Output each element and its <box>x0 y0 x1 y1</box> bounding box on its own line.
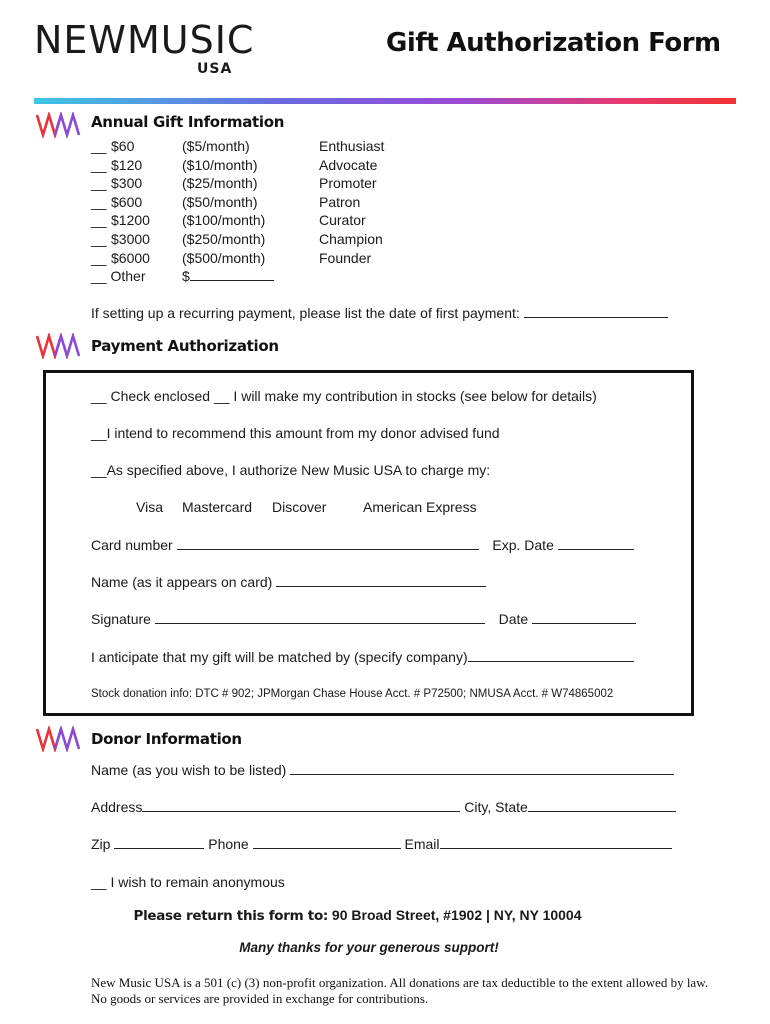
level-amount: $120 <box>111 156 143 173</box>
cardholder-name-row <box>91 574 486 590</box>
section-logo-icon <box>36 726 80 752</box>
page-title: Gift Authorization Form <box>386 28 721 58</box>
level-amount: $1200 <box>111 212 150 229</box>
level-monthly: ($250/month) <box>182 230 266 247</box>
level-amount: $3000 <box>111 230 150 247</box>
date-field[interactable] <box>532 611 636 624</box>
email-label: Email <box>404 836 440 852</box>
logo-sub: USA <box>197 61 233 77</box>
donor-fund-line[interactable]: __I intend to recommend this amount from my donor advised fund <box>91 425 500 441</box>
level-blank: __ <box>91 193 107 210</box>
exp-date-label: Exp. Date <box>492 537 554 553</box>
section-logo-icon <box>36 333 80 359</box>
level-amount: $6000 <box>111 249 150 266</box>
level-name: Curator <box>319 212 366 229</box>
phone-label: Phone <box>208 836 249 852</box>
gift-level-row[interactable] <box>91 156 419 175</box>
thanks-text: Many thanks for your generous support! <box>239 940 499 955</box>
anonymous-option[interactable]: __ I wish to remain anonymous <box>91 874 285 890</box>
level-name: Promoter <box>319 175 377 192</box>
signature-row <box>91 611 636 627</box>
gift-level-row[interactable] <box>91 193 419 212</box>
level-name: Enthusiast <box>319 138 385 154</box>
donor-name-label: Name (as you wish to be listed) <box>91 762 287 778</box>
address-field[interactable] <box>142 799 460 812</box>
donor-name-row <box>91 762 674 778</box>
gift-level-row[interactable] <box>91 174 419 193</box>
check-stock-line[interactable]: __ Check enclosed __ I will make my contribution in stocks (see below for details) <box>91 388 597 404</box>
level-monthly: ($25/month) <box>182 175 258 192</box>
city-state-label: City, State <box>464 799 528 815</box>
address-label: Address <box>91 799 143 815</box>
level-monthly: ($100/month) <box>182 212 266 229</box>
level-monthly: ($500/month) <box>182 249 266 266</box>
level-monthly: ($50/month) <box>182 193 258 210</box>
card-mastercard[interactable]: Mastercard <box>182 499 253 515</box>
level-monthly: ($10/month) <box>182 156 258 173</box>
donor-section-title: Donor Information <box>91 730 242 748</box>
return-line <box>0 907 715 924</box>
level-name: Champion <box>319 230 383 247</box>
card-visa[interactable]: Visa <box>136 499 163 515</box>
date-label: Date <box>498 611 529 627</box>
header-gradient-bar <box>34 98 736 104</box>
logo-wordmark: NEWMUSIC <box>34 18 255 62</box>
gift-level-row[interactable] <box>91 137 419 156</box>
level-blank: __ <box>91 138 107 154</box>
level-blank: __ <box>91 212 107 229</box>
signature-label: Signature <box>91 611 151 627</box>
zip-label: Zip <box>91 836 111 852</box>
card-number-row <box>91 537 634 553</box>
return-address: 90 Broad Street, #1902 | NY, NY 10004 <box>331 907 582 923</box>
level-monthly: ($5/month) <box>182 138 250 154</box>
card-discover[interactable]: Discover <box>272 499 327 515</box>
cardholder-name-label: Name (as it appears on card) <box>91 574 273 590</box>
cardholder-name-field[interactable] <box>276 574 486 587</box>
payment-section-title: Payment Authorization <box>91 337 279 355</box>
level-name: Patron <box>319 193 361 210</box>
match-label: I anticipate that my gift will be matched by (specify company) <box>91 649 468 665</box>
section-logo-icon <box>36 112 80 138</box>
gift-level-row[interactable] <box>91 230 419 249</box>
level-amount: $600 <box>111 193 143 210</box>
other-dollar: $ <box>182 268 190 285</box>
signature-field[interactable] <box>155 611 485 624</box>
level-blank: __ <box>91 249 107 266</box>
nonprofit-note: New Music USA is a 501 (c) (3) non-profit organization. All donations are tax deductible to the extent allowed by law. No goods or services are provided in exchange for contributions. <box>91 975 708 1006</box>
level-amount: $300 <box>111 175 143 192</box>
other-amount-field[interactable] <box>190 268 274 281</box>
level-blank: __ <box>91 230 107 247</box>
exp-date-field[interactable] <box>558 537 634 550</box>
level-amount: $60 <box>111 138 135 154</box>
other-level-row[interactable] <box>91 267 419 286</box>
card-amex[interactable]: American Express <box>363 499 477 515</box>
level-name: Advocate <box>319 156 378 173</box>
gift-levels-list <box>91 137 419 286</box>
email-field[interactable] <box>440 836 672 849</box>
charge-line[interactable]: __As specified above, I authorize New Music USA to charge my: <box>91 462 491 478</box>
card-number-field[interactable] <box>177 537 479 550</box>
donor-name-field[interactable] <box>290 762 674 775</box>
city-state-field[interactable] <box>528 799 676 812</box>
address-row <box>91 799 676 815</box>
level-blank: __ <box>91 156 107 173</box>
level-blank: __ <box>91 175 107 192</box>
annual-section-title: Annual Gift Information <box>91 113 285 131</box>
return-label: Please return this form to: <box>133 908 329 924</box>
phone-field[interactable] <box>253 836 401 849</box>
gift-level-row[interactable] <box>91 249 419 268</box>
gift-level-row[interactable] <box>91 211 419 230</box>
other-label: __ Other <box>91 268 146 285</box>
card-number-label: Card number <box>91 537 173 553</box>
level-name: Founder <box>319 249 372 266</box>
recurring-label: If setting up a recurring payment, please list the date of first payment: <box>91 305 520 321</box>
recurring-row <box>91 305 668 321</box>
first-payment-date-field[interactable] <box>524 305 668 318</box>
contact-row <box>91 836 672 852</box>
stock-info: Stock donation info: DTC # 902; JPMorgan Chase House Acct. # P72500; NMUSA Acct. # W74865002 <box>91 688 614 700</box>
match-company-field[interactable] <box>468 649 634 662</box>
match-row <box>91 649 634 665</box>
zip-field[interactable] <box>114 836 204 849</box>
